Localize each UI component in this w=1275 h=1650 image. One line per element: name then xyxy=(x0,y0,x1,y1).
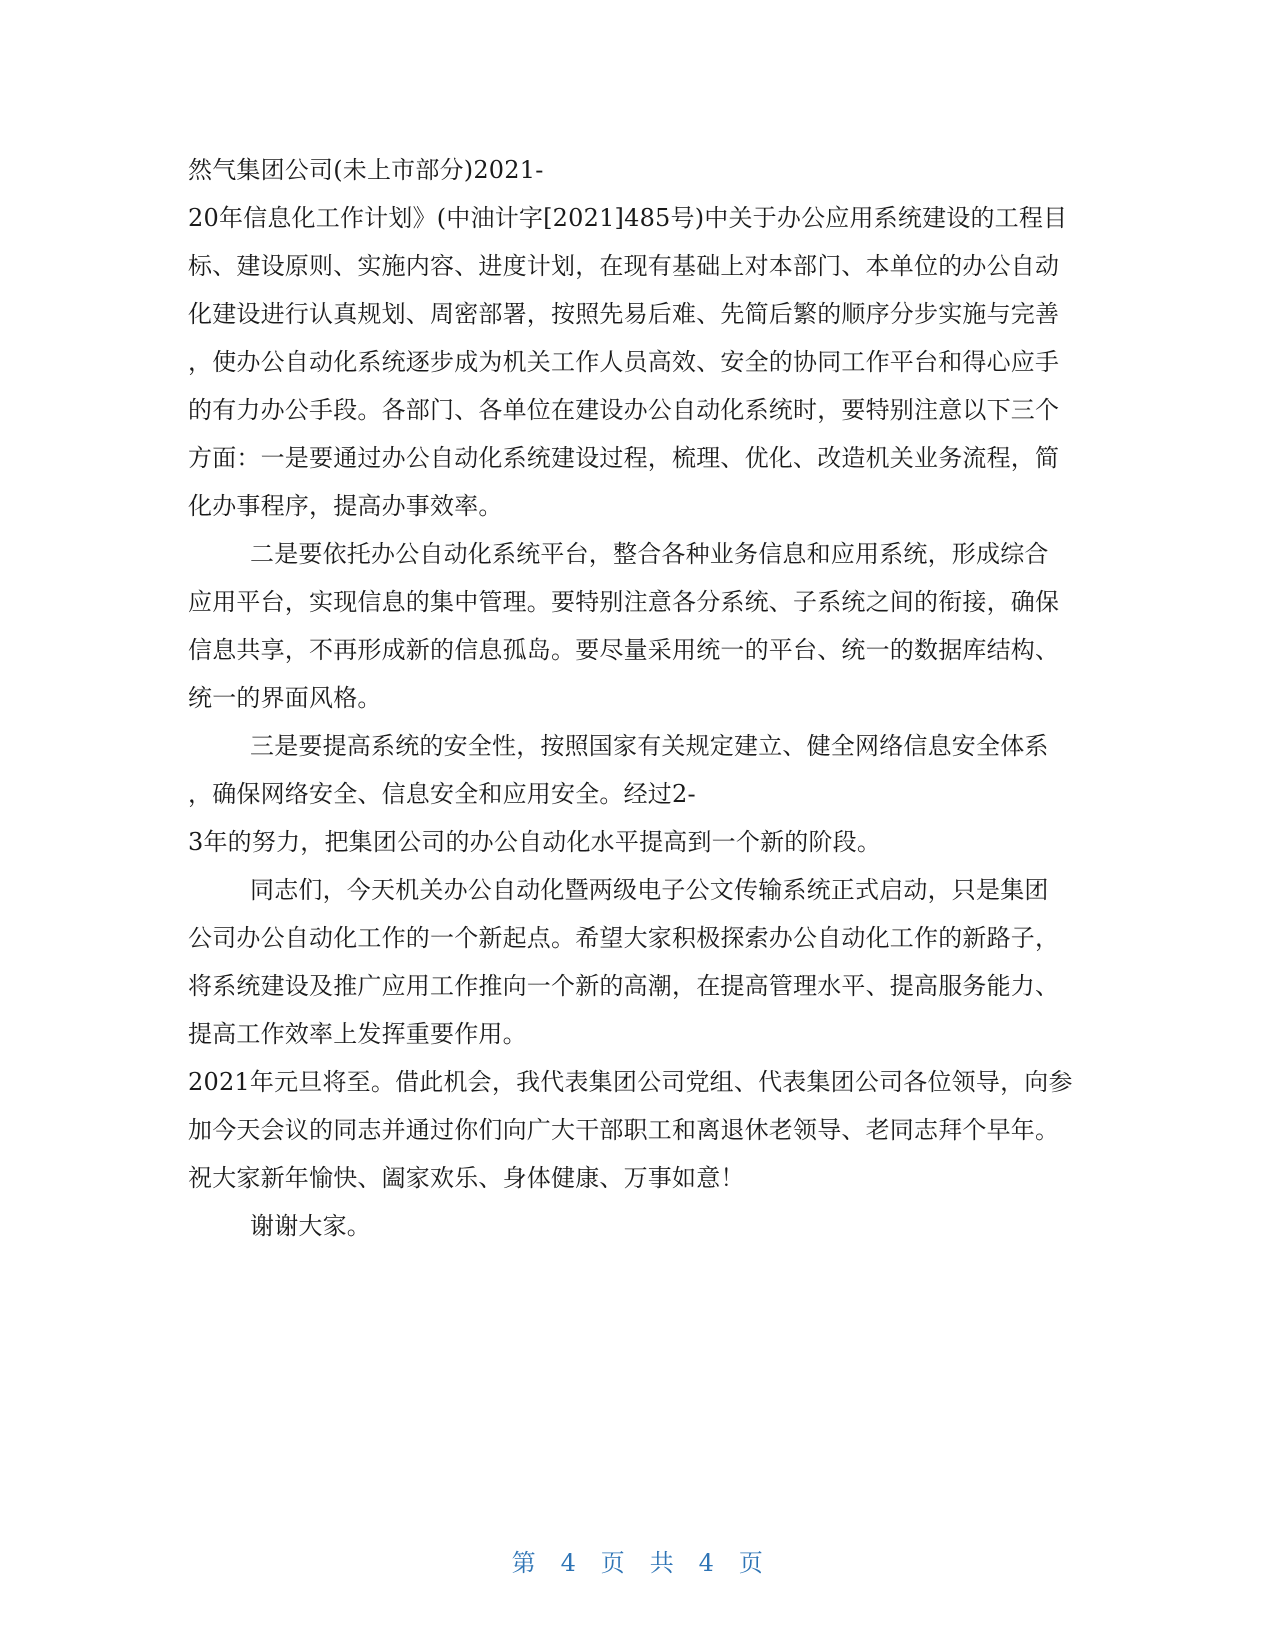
text-line: 的有力办公手段。各部门、各单位在建设办公自动化系统时，要特别注意以下三个 xyxy=(188,396,1060,424)
text-line: 应用平台，实现信息的集中管理。要特别注意各分系统、子系统之间的衔接，确保 xyxy=(188,588,1060,616)
text-line: 信息共享，不再形成新的信息孤岛。要尽量采用统一的平台、统一的数据库结构、 xyxy=(188,636,1060,664)
text-line: ，使办公自动化系统逐步成为机关工作人员高效、安全的协同工作平台和得心应手 xyxy=(188,348,1060,376)
footer-suffix: 页 xyxy=(738,1549,764,1577)
footer-prefix: 第 xyxy=(511,1549,537,1577)
text-line: 公司办公自动化工作的一个新起点。希望大家积极探索办公自动化工作的新路子， xyxy=(188,924,1060,952)
text-line: 统一的界面风格。 xyxy=(188,684,382,712)
footer-total-word: 共 xyxy=(649,1549,675,1577)
document-body xyxy=(188,146,1088,1250)
text-line: 加今天会议的同志并通过你们向广大干部职工和离退休老领导、老同志拜个早年。 xyxy=(188,1116,1060,1144)
text-line: ，确保网络安全、信息安全和应用安全。经过2- xyxy=(188,780,696,808)
footer-page-word: 页 xyxy=(600,1549,626,1577)
text-line: 祝大家新年愉快、阖家欢乐、身体健康、万事如意！ xyxy=(188,1164,745,1192)
text-line: 方面：一是要通过办公自动化系统建设过程，梳理、优化、改造机关业务流程，简 xyxy=(188,444,1060,472)
text-line: 标、建设原则、实施内容、进度计划，在现有基础上对本部门、本单位的办公自动 xyxy=(188,252,1060,280)
text-line: 化办事程序，提高办事效率。 xyxy=(188,492,503,520)
text-line: 提高工作效率上发挥重要作用。 xyxy=(188,1020,527,1048)
text-line: 谢谢大家。 xyxy=(250,1212,371,1240)
text-line: 3年的努力，把集团公司的办公自动化水平提高到一个新的阶段。 xyxy=(188,828,882,856)
text-line: 然气集团公司(未上市部分)2021- xyxy=(188,156,544,184)
text-line: 同志们，今天机关办公自动化暨两级电子公文传输系统正式启动，只是集团 xyxy=(250,876,1049,904)
text-line: 将系统建设及推广应用工作推向一个新的高潮，在提高管理水平、提高服务能力、 xyxy=(188,972,1060,1000)
text-line: 二是要依托办公自动化系统平台，整合各种业务信息和应用系统，形成综合 xyxy=(250,540,1049,568)
page-footer xyxy=(0,1543,1275,1578)
text-line: 20年信息化工作计划》(中油计字[2021]485号)中关于办公应用系统建设的工程目 xyxy=(188,204,1068,232)
footer-total-pages: 4 xyxy=(698,1549,715,1577)
footer-current-page: 4 xyxy=(560,1549,577,1577)
text-line: 2021年元旦将至。借此机会，我代表集团公司党组、代表集团公司各位领导，向参 xyxy=(188,1068,1073,1096)
text-line: 化建设进行认真规划、周密部署，按照先易后难、先简后繁的顺序分步实施与完善 xyxy=(188,300,1060,328)
text-line: 三是要提高系统的安全性，按照国家有关规定建立、健全网络信息安全体系 xyxy=(250,732,1049,760)
